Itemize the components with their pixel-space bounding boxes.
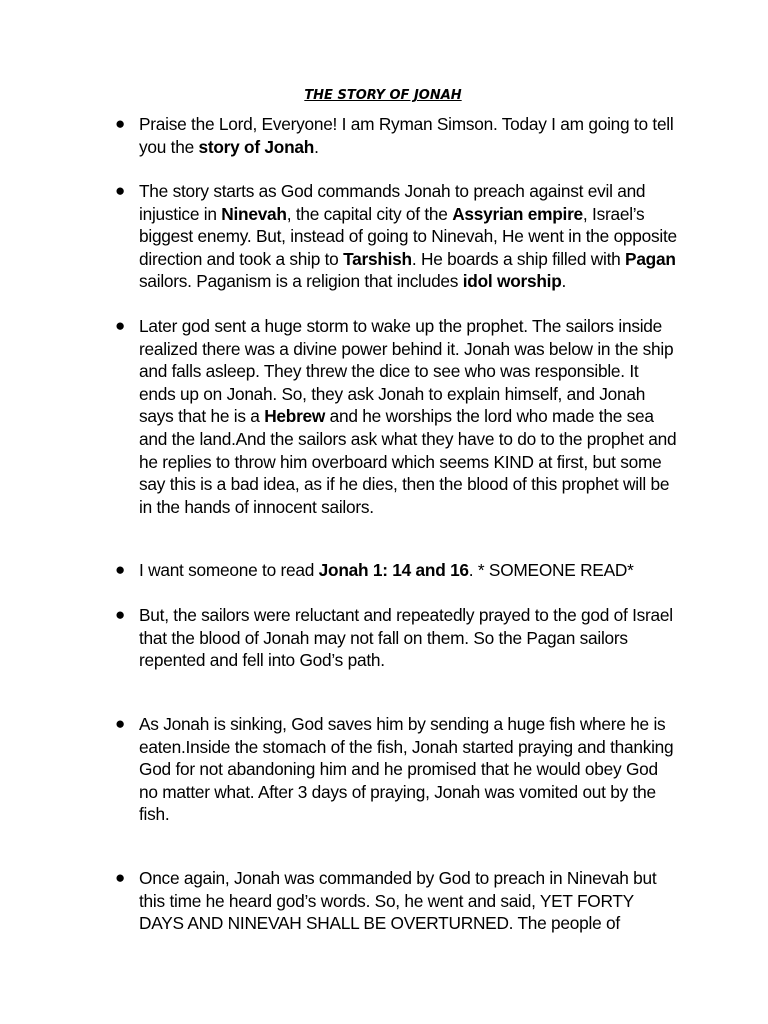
- bullet-item: [115, 315, 679, 518]
- text-run: As Jonah is sinking, God saves him by sending a huge fish where he is eaten.Inside the stomach of the fish, Jonah started praying and thanking God for not abandoning him and he promised that he would obey God no matter what. After 3 days of praying, Jonah was vomited out by the fish.: [139, 714, 674, 825]
- bold-text: Ninevah: [221, 203, 287, 224]
- text-run: But, the sailors were reluctant and repeatedly prayed to the god of Israel that the blood of Jonah may not fall on them. So the Pagan sailors repented and fell into God’s path.: [139, 605, 673, 671]
- text-run: . He boards a ship filled with: [411, 248, 626, 269]
- bold-text: story of Jonah: [198, 136, 315, 157]
- bullet-text: [139, 181, 677, 291]
- bullet-icon: ●: [115, 316, 126, 335]
- bullet-icon: ●: [115, 114, 126, 133]
- bullet-item: [115, 604, 679, 672]
- text-run: , the capital city of the: [286, 203, 453, 224]
- bullet-text: [139, 868, 656, 933]
- bullet-item: [115, 713, 679, 826]
- bold-text: Assyrian empire: [452, 203, 583, 224]
- text-run: The story starts as God commands Jonah to preach against evil and injustice in: [139, 181, 646, 224]
- bullet-icon: ●: [115, 714, 126, 733]
- bold-text: Jonah 1: 14 and 16: [318, 560, 469, 580]
- text-run: Once again, Jonah was commanded by God to preach in Ninevah but this time he heard god’s words. So, he went and said, YET FORTY DAYS AND NINEVAH SHALL BE OVERTURNED. The people of: [139, 868, 657, 934]
- bullet-item: [115, 180, 679, 293]
- bullet-text: [139, 605, 673, 670]
- bullet-item: [115, 113, 679, 158]
- bullet-text: [139, 560, 634, 580]
- bullet-icon: ●: [115, 605, 126, 624]
- text-run: Praise the Lord, Everyone! I am Ryman Simson. Today I am going to tell you the: [139, 114, 674, 157]
- bold-text: idol worship: [462, 271, 562, 292]
- bullet-item: [115, 867, 679, 935]
- text-run: and he worships the lord who made the sea and the land.And the sailors ask what they have to do to the prophet and he replies to throw him overboard which seems KIND at first, but some say this is a bad idea, as if he dies, then the blood of this prophet will be in the hands of innocent sailors.: [139, 406, 677, 517]
- text-run: .: [314, 136, 319, 157]
- text-run: . * SOMEONE READ*: [468, 560, 634, 580]
- text-run: sailors. Paganism is a religion that includes: [139, 271, 463, 292]
- bullet-icon: ●: [115, 560, 126, 579]
- bold-text: Hebrew: [264, 406, 326, 427]
- bullet-text: [139, 114, 674, 157]
- document-title: THE STORY OF JONAH: [304, 88, 462, 103]
- text-run: I want someone to read: [139, 560, 319, 580]
- bullet-text: [139, 714, 673, 824]
- bold-text: Tarshish: [343, 248, 412, 269]
- bullet-icon: ●: [115, 868, 126, 887]
- bullet-text: [139, 316, 676, 517]
- bold-text: Pagan: [625, 248, 676, 269]
- text-run: , Israel’s biggest enemy. But, instead of going to Ninevah, He went in the opposite direction and took a ship to: [139, 203, 677, 269]
- text-run: Later god sent a huge storm to wake up the prophet. The sailors inside realized there was a divine power behind it. Jonah was below in the ship and falls asleep. They threw the dice to see who was responsible. It ends up on Jonah. So, they ask Jonah to explain himself, and Jonah says that he is a: [139, 316, 674, 427]
- text-run: .: [561, 271, 567, 292]
- bullet-item: [115, 559, 679, 582]
- bullet-icon: ●: [115, 181, 126, 200]
